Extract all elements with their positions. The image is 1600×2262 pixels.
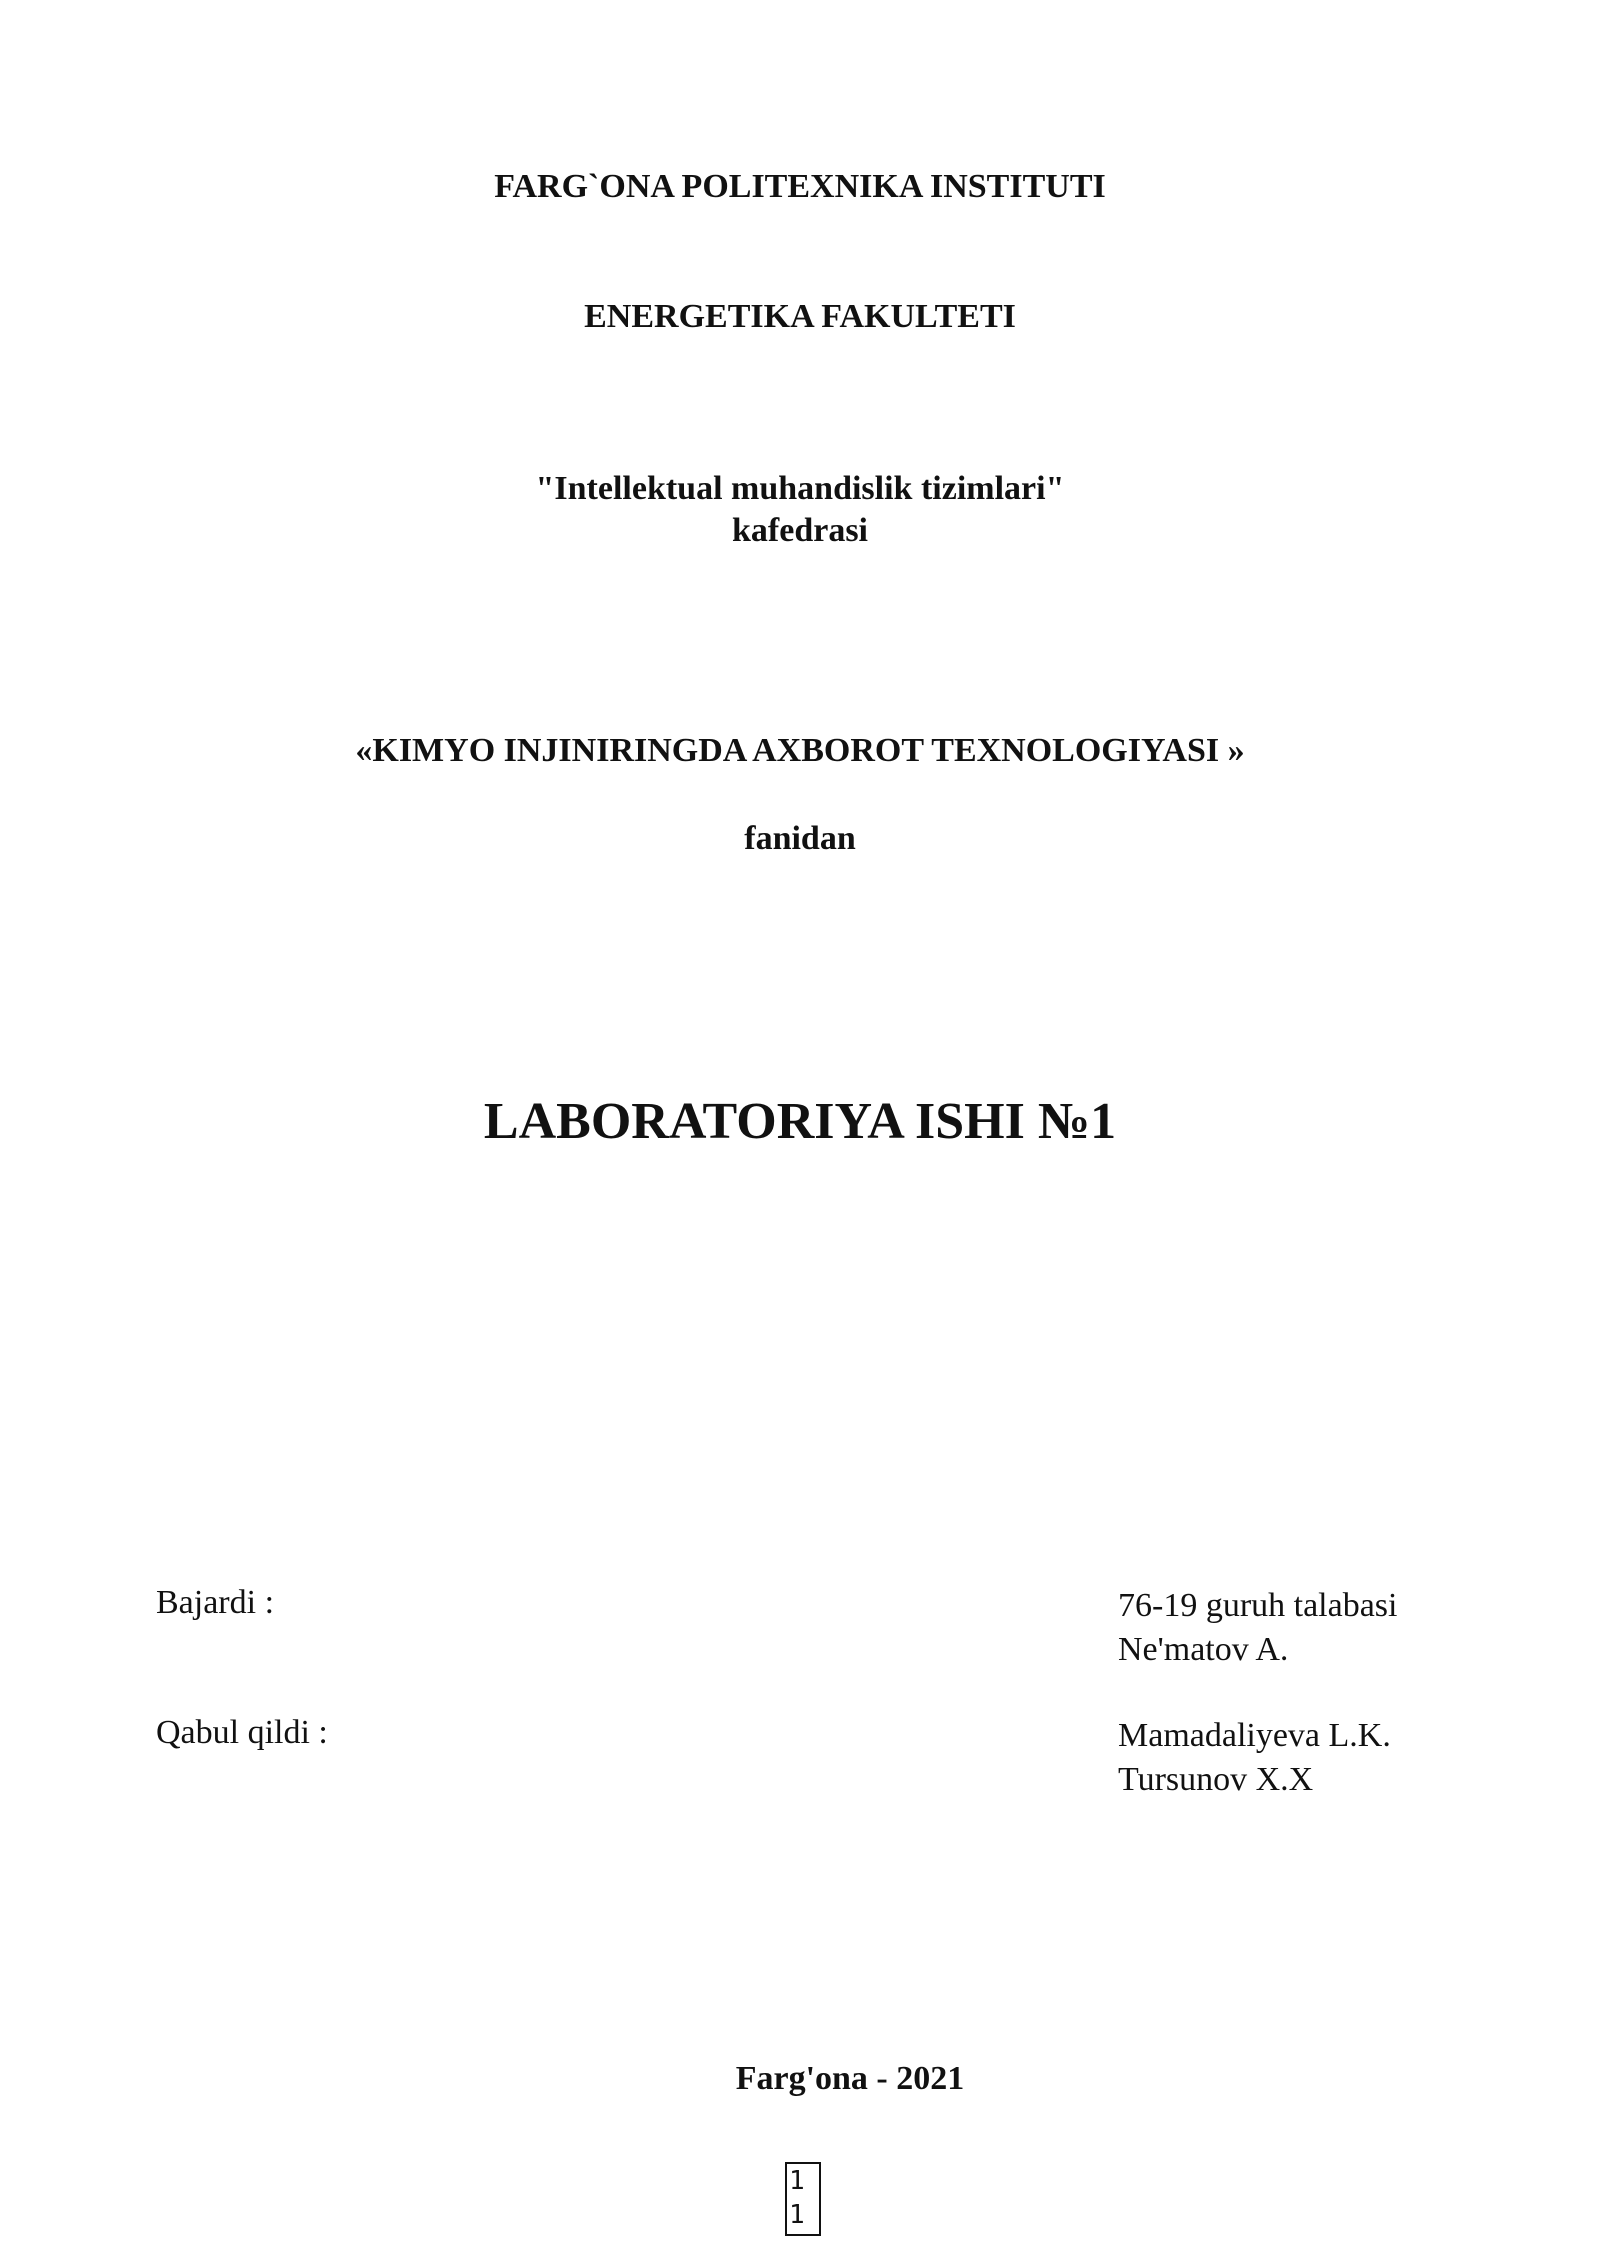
accepted-by-teacher-1: Mamadaliyeva L.K. [1118, 1717, 1391, 1754]
accepted-by-teacher-2: Tursunov X.X [1118, 1761, 1314, 1798]
page-number [785, 2162, 821, 2236]
subject-title: «KIMYO INJINIRINGDA AXBOROT TEXNOLOGIYASI » [355, 732, 1245, 769]
document-title: LABORATORIYA ISHI №1 [483, 1093, 1117, 1150]
performed-by-student: Ne'matov A. [1118, 1631, 1289, 1668]
accepted-by-value [1118, 1714, 1391, 1802]
performed-by-value [1118, 1584, 1398, 1672]
department-word: kafedrasi [732, 512, 868, 549]
performed-by-label: Bajardi : [156, 1584, 275, 1621]
department-name: "Intellektual muhandislik tizimlari" [535, 470, 1065, 507]
performed-by-group: 76-19 guruh talabasi [1118, 1587, 1398, 1624]
page-number-line-2: 1 [789, 2200, 805, 2230]
city-year: Farg'ona - 2021 [735, 2060, 965, 2097]
accepted-by-label: Qabul qildi : [156, 1714, 328, 1751]
subject-suffix: fanidan [744, 820, 856, 857]
institute-name: FARG`ONA POLITEXNIKA INSTITUTI [494, 168, 1106, 205]
page-number-line-1: 1 [789, 2166, 805, 2196]
faculty-name: ENERGETIKA FAKULTETI [584, 298, 1016, 335]
